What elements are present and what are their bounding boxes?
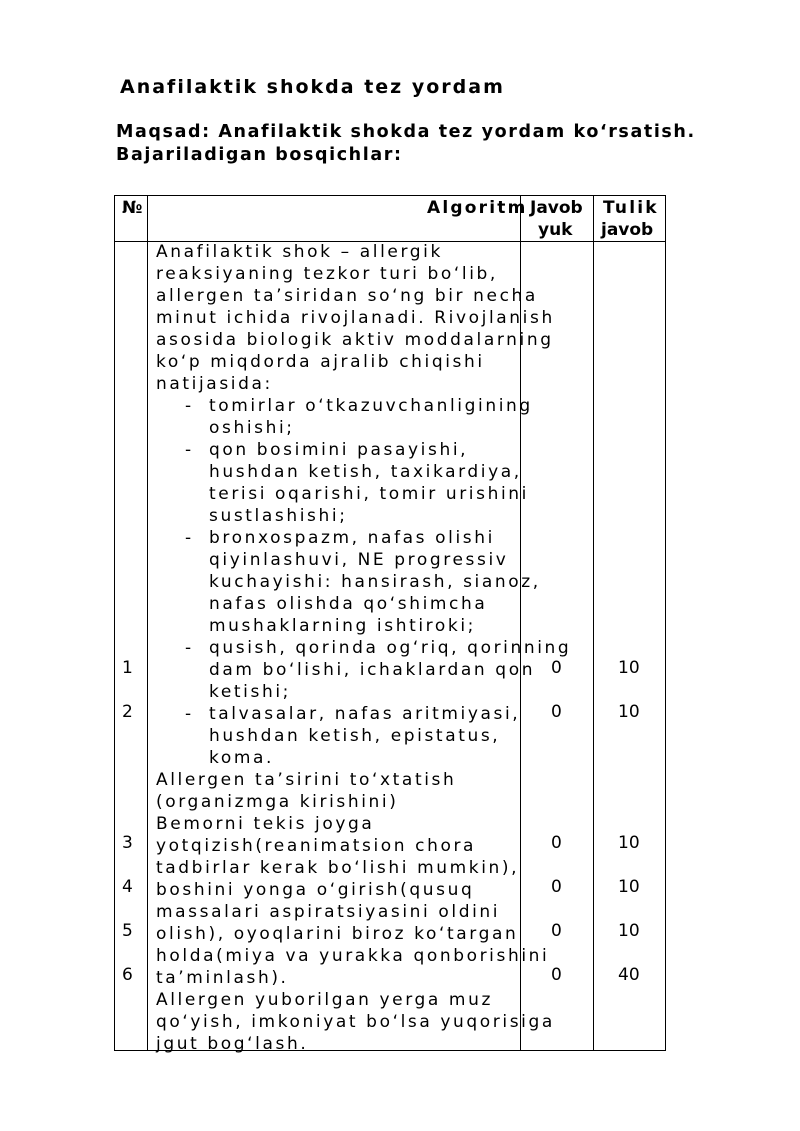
answer-value: 0 [551, 658, 562, 678]
algorithm-line-text: hushdan ketish, taxikardiya, [209, 462, 522, 482]
algorithm-line [156, 307, 586, 329]
algorithm-line [156, 351, 586, 373]
algorithm-line-text: asosida biologik aktiv moddalarning [156, 330, 554, 350]
algorithm-line [156, 527, 586, 549]
algorithm-line [156, 703, 586, 725]
full-answer-value: 10 [618, 702, 640, 722]
algorithm-line-text: (organizmga kirishini) [156, 792, 399, 812]
algorithm-line [156, 879, 586, 901]
algorithm-line-text: talvasalar, nafas aritmiyasi, [209, 704, 521, 724]
algorithm-line [156, 945, 586, 967]
algorithm-line-text: natijasida: [156, 374, 273, 394]
row-number: 3 [122, 833, 133, 853]
algorithm-line [156, 725, 586, 747]
algorithm-line-text: oshishi; [209, 418, 295, 438]
algorithm-line-text: kuchayishi: hansirash, sianoz, [209, 572, 541, 592]
algorithm-line [156, 549, 586, 571]
algorithm-line [156, 439, 586, 461]
algorithm-line-text: ketishi; [209, 682, 291, 702]
row-number: 2 [122, 702, 133, 722]
header-full-answer: Tulik [603, 198, 659, 218]
algorithm-line [156, 857, 586, 879]
algorithm-line [156, 813, 586, 835]
algorithm-line-text: Allergen yuborilgan yerga muz [156, 990, 493, 1010]
algorithm-line-text: boshini yonga o‘girish(qusuq [156, 880, 475, 900]
full-answer-value: 10 [618, 921, 640, 941]
full-answer-value: 10 [618, 658, 640, 678]
algorithm-line-text: holda(miya va yurakka qonborishini [156, 946, 550, 966]
algorithm-line [156, 791, 586, 813]
algorithm-line [156, 637, 586, 659]
algorithm-line-text: ta’minlash). [156, 968, 289, 988]
algorithm-line [156, 395, 586, 417]
algorithm-line-text: sustlashishi; [209, 506, 348, 526]
algorithm-line-text: Anafilaktik shok – allergik [156, 242, 443, 262]
answer-value: 0 [551, 833, 562, 853]
full-answer-value: 40 [618, 965, 640, 985]
full-answer-value: 10 [618, 833, 640, 853]
algorithm-line-text: tomirlar o‘tkazuvchanligining [209, 396, 533, 416]
algorithm-line-text: dam bo‘lishi, ichaklardan qon [209, 660, 536, 680]
algorithm-text [156, 241, 586, 1055]
purpose-line: Maqsad: Anafilaktik shokda tez yordam ko‘rsatish. [116, 122, 696, 142]
algorithm-line [156, 571, 586, 593]
algorithm-line-text: bronxospazm, nafas olishi [209, 528, 495, 548]
algorithm-line [156, 615, 586, 637]
algorithm-line [156, 989, 586, 1011]
algorithm-line-text: qo‘yish, imkoniyat bo‘lsa yuqorisiga [156, 1012, 555, 1032]
algorithm-line-text: qiyinlashuvi, NE progressiv [209, 550, 509, 570]
algorithm-line [156, 923, 586, 945]
algorithm-line [156, 461, 586, 483]
algorithm-line-text: yotqizish(reanimatsion chora [156, 836, 477, 856]
algorithm-line-text: tadbirlar kerak bo‘lishi mumkin), [156, 858, 520, 878]
header-algorithm: Algoritm [427, 198, 528, 218]
answer-value: 0 [551, 921, 562, 941]
header-answer: Javob [530, 198, 583, 218]
algorithm-line [156, 593, 586, 615]
document-title: Anafilaktik shokda tez yordam [120, 76, 505, 98]
algorithm-line [156, 901, 586, 923]
algorithm-line [156, 681, 586, 703]
algorithm-line-text: ko‘p miqdorda ajralib chiqishi [156, 352, 485, 372]
algorithm-line [156, 967, 586, 989]
algorithm-line [156, 329, 586, 351]
algorithm-line-text: hushdan ketish, epistatus, [209, 726, 501, 746]
algorithm-line-text: nafas olishda qo‘shimcha [209, 594, 488, 614]
row-number: 1 [122, 658, 133, 678]
row-number: 6 [122, 965, 133, 985]
algorithm-line-text: Allergen ta’sirini to‘xtatish [156, 770, 457, 790]
bullet-dash: - [185, 396, 194, 416]
algorithm-line [156, 769, 586, 791]
header-number: № [122, 198, 143, 218]
algorithm-line [156, 747, 586, 769]
algorithm-line [156, 241, 586, 263]
algorithm-line-text: jgut bog‘lash. [156, 1034, 309, 1054]
algorithm-line-text: mushaklarning ishtiroki; [209, 616, 476, 636]
header-full-answer: javob [601, 220, 654, 240]
algorithm-line [156, 483, 586, 505]
algorithm-line-text: terisi oqarishi, tomir urishini [209, 484, 529, 504]
algorithm-line-text: qusish, qorinda og‘riq, qorinning [209, 638, 572, 658]
algorithm-line [156, 835, 586, 857]
table-divider [147, 195, 148, 1051]
algorithm-line [156, 263, 586, 285]
stages-heading: Bajariladigan bosqichlar: [116, 145, 403, 165]
table-divider [593, 195, 594, 1051]
algorithm-line-text: minut ichida rivojlanadi. Rivojlanish [156, 308, 555, 328]
answer-value: 0 [551, 702, 562, 722]
answer-value: 0 [551, 877, 562, 897]
algorithm-line-text: koma. [209, 748, 275, 768]
bullet-dash: - [185, 638, 194, 658]
algorithm-line [156, 1033, 586, 1055]
row-number: 5 [122, 921, 133, 941]
answer-value: 0 [551, 965, 562, 985]
bullet-dash: - [185, 704, 194, 724]
algorithm-line-text: reaksiyaning tezkor turi bo‘lib, [156, 264, 498, 284]
algorithm-line [156, 659, 586, 681]
header-answer: yuk [538, 220, 573, 240]
algorithm-line [156, 285, 586, 307]
bullet-dash: - [185, 528, 194, 548]
algorithm-line [156, 1011, 586, 1033]
bullet-dash: - [185, 440, 194, 460]
algorithm-line-text: massalari aspiratsiyasini oldini [156, 902, 501, 922]
algorithm-line [156, 373, 586, 395]
full-answer-value: 10 [618, 877, 640, 897]
algorithm-line-text: olish), oyoqlarini biroz ko‘targan [156, 924, 519, 944]
algorithm-line-text: qon bosimini pasayishi, [209, 440, 469, 460]
row-number: 4 [122, 877, 133, 897]
algorithm-line-text: allergen ta’siridan so‘ng bir necha [156, 286, 538, 306]
algorithm-line-text: Bemorni tekis joyga [156, 814, 375, 834]
algorithm-line [156, 417, 586, 439]
algorithm-line [156, 505, 586, 527]
